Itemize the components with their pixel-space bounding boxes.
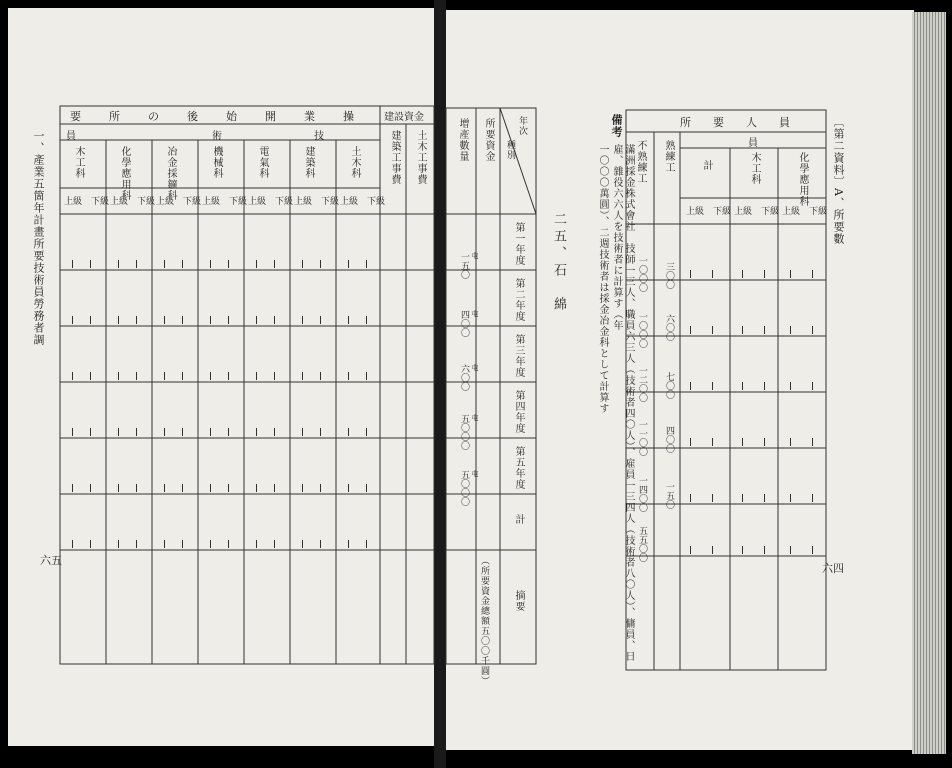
notes-label: 備考 — [610, 114, 623, 138]
civil-works-label: 土木工事費 — [415, 130, 426, 185]
notes-line-2: 一〇〇〇萬圓）、二週技術者は採金冶金科として計算す — [597, 144, 608, 414]
empty-cell-mark — [742, 546, 743, 554]
empty-cell-mark — [742, 382, 743, 390]
dept-woodwork: 木工科 — [73, 146, 84, 179]
empty-cell-mark — [348, 260, 349, 268]
empty-cell-mark — [320, 260, 321, 268]
empty-cell-mark — [118, 540, 119, 548]
dept-architecture: 建築科 — [303, 146, 314, 179]
amount-5: 五〇〇〇 — [459, 470, 469, 506]
unit-2: 屯 — [471, 310, 479, 317]
unit-4: 屯 — [471, 414, 479, 421]
empty-cell-mark — [690, 270, 691, 278]
empty-cell-mark — [712, 270, 713, 278]
empty-cell-mark — [118, 428, 119, 436]
col-woodwork: 木工科 — [749, 152, 760, 185]
empty-cell-mark — [764, 326, 765, 334]
top-band-label: 要 所 の 後 始 開 業 操 — [70, 110, 356, 123]
empty-cell-mark — [90, 540, 91, 548]
left-page-number: 六五 — [40, 554, 62, 567]
unskilled-3: 一二〇〇 — [637, 366, 647, 402]
unit-5: 屯 — [471, 470, 479, 477]
empty-cell-mark — [136, 484, 137, 492]
empty-cell-mark — [812, 438, 813, 446]
right-sub-band: 員 — [748, 138, 758, 149]
right-page-number: 六四 — [822, 562, 844, 575]
empty-cell-mark — [790, 494, 791, 502]
construction-header: 建設資金 — [384, 112, 424, 123]
empty-cell-mark — [228, 428, 229, 436]
corner-bottom: 種別 — [505, 140, 515, 160]
empty-cell-mark — [182, 316, 183, 324]
empty-cell-mark — [712, 494, 713, 502]
empty-cell-mark — [90, 428, 91, 436]
empty-cell-mark — [228, 316, 229, 324]
empty-cell-mark — [812, 546, 813, 554]
remarks-text: （所要資金總額五〇〇千圓） — [479, 556, 489, 686]
unskilled-total: 五五〇〇 — [637, 526, 647, 562]
empty-cell-mark — [256, 316, 257, 324]
empty-cell-mark — [812, 494, 813, 502]
empty-cell-mark — [228, 484, 229, 492]
notes-line-1: 滿洲採金株式會社 技師一三人、職員六三人（技術者四〇人）、雇員一三四人（技術者八〇人）、傭員、日雇、雜役六六人を技術者に計算す（年 — [611, 144, 634, 662]
empty-cell-mark — [302, 540, 303, 548]
empty-cell-mark — [712, 326, 713, 334]
empty-cell-mark — [210, 484, 211, 492]
col-unskilled: 不熟練工 — [635, 140, 646, 184]
empty-cell-mark — [690, 438, 691, 446]
empty-cell-mark — [210, 260, 211, 268]
empty-cell-mark — [366, 428, 367, 436]
empty-cell-mark — [348, 428, 349, 436]
empty-cell-mark — [366, 484, 367, 492]
empty-cell-mark — [256, 372, 257, 380]
empty-cell-mark — [164, 540, 165, 548]
empty-cell-mark — [136, 540, 137, 548]
empty-cell-mark — [72, 316, 73, 324]
col-skilled: 熟練工 — [663, 140, 674, 173]
empty-cell-mark — [118, 372, 119, 380]
empty-cell-mark — [210, 372, 211, 380]
empty-cell-mark — [118, 316, 119, 324]
empty-cell-mark — [764, 494, 765, 502]
empty-cell-mark — [90, 260, 91, 268]
col-chemistry: 化學應用科 — [797, 152, 808, 207]
empty-cell-mark — [72, 484, 73, 492]
empty-cell-mark — [274, 372, 275, 380]
skilled-1: 三〇〇 — [664, 262, 674, 289]
skilled-5: 一五〇 — [664, 482, 674, 509]
empty-cell-mark — [712, 546, 713, 554]
empty-cell-mark — [72, 540, 73, 548]
empty-cell-mark — [90, 484, 91, 492]
empty-cell-mark — [348, 540, 349, 548]
empty-cell-mark — [764, 382, 765, 390]
unskilled-1: 一〇〇〇 — [637, 256, 647, 292]
empty-cell-mark — [164, 316, 165, 324]
empty-cell-mark — [302, 484, 303, 492]
dept-mining: 冶金採鑛科 — [165, 146, 176, 201]
dept-civil: 土木科 — [349, 146, 360, 179]
empty-cell-mark — [348, 372, 349, 380]
empty-cell-mark — [164, 372, 165, 380]
empty-cell-mark — [256, 428, 257, 436]
grade-label: 上級 下級 — [734, 207, 780, 217]
empty-cell-mark — [302, 260, 303, 268]
grade-label: 上級 下級 — [340, 197, 386, 207]
empty-cell-mark — [366, 540, 367, 548]
year-5: 第五年度 — [513, 446, 524, 490]
right-top-band: 所 要 人 員 — [680, 116, 790, 129]
section-title: 二五、石 綿 — [551, 212, 566, 314]
empty-cell-mark — [764, 270, 765, 278]
empty-cell-mark — [812, 382, 813, 390]
dept-mechanical: 機械科 — [211, 146, 222, 179]
empty-cell-mark — [182, 428, 183, 436]
empty-cell-mark — [182, 372, 183, 380]
empty-cell-mark — [812, 270, 813, 278]
empty-cell-mark — [72, 428, 73, 436]
grade-label: 上級 下級 — [64, 197, 110, 207]
sub-band-right: 技 — [314, 131, 324, 142]
empty-cell-mark — [742, 438, 743, 446]
empty-cell-mark — [274, 260, 275, 268]
empty-cell-mark — [712, 438, 713, 446]
required-funds-label: 所要資金 — [483, 118, 494, 162]
skilled-2: 六〇〇 — [664, 314, 674, 341]
amount-3: 六〇〇 — [459, 364, 469, 391]
empty-cell-mark — [690, 326, 691, 334]
grade-label: 上級 下級 — [202, 197, 248, 207]
empty-cell-mark — [690, 382, 691, 390]
grade-label: 上級 下級 — [248, 197, 294, 207]
building-works-label: 建築工事費 — [389, 130, 400, 185]
empty-cell-mark — [302, 372, 303, 380]
unskilled-2: 一〇〇〇 — [637, 312, 647, 348]
empty-cell-mark — [302, 316, 303, 324]
skilled-3: 七〇〇 — [664, 372, 674, 399]
empty-cell-mark — [256, 540, 257, 548]
empty-cell-mark — [90, 316, 91, 324]
empty-cell-mark — [228, 372, 229, 380]
empty-cell-mark — [320, 484, 321, 492]
empty-cell-mark — [690, 494, 691, 502]
empty-cell-mark — [812, 326, 813, 334]
empty-cell-mark — [228, 260, 229, 268]
unskilled-4: 一一〇〇 — [637, 420, 647, 456]
empty-cell-mark — [164, 428, 165, 436]
empty-cell-mark — [302, 428, 303, 436]
empty-cell-mark — [742, 494, 743, 502]
empty-cell-mark — [320, 372, 321, 380]
year-3: 第三年度 — [513, 334, 524, 378]
empty-cell-mark — [164, 260, 165, 268]
skilled-4: 四〇〇 — [664, 426, 674, 453]
empty-cell-mark — [790, 546, 791, 554]
sub-band-mid: 術 — [212, 131, 222, 142]
empty-cell-mark — [210, 316, 211, 324]
empty-cell-mark — [366, 316, 367, 324]
empty-cell-mark — [742, 326, 743, 334]
empty-cell-mark — [256, 484, 257, 492]
left-side-caption: 一、產業五箇年計畫所要技術員勞務者調 — [32, 130, 45, 346]
empty-cell-mark — [210, 428, 211, 436]
empty-cell-mark — [712, 382, 713, 390]
production-increase-label: 增產數量 — [457, 118, 468, 162]
amount-4: 五〇〇〇 — [459, 414, 469, 450]
empty-cell-mark — [118, 484, 119, 492]
amount-2: 四〇〇 — [459, 310, 469, 337]
unit-3: 屯 — [471, 364, 479, 371]
remarks-label: 摘要 — [513, 590, 524, 612]
unit-1: 屯 — [471, 252, 479, 259]
corner-top: 年次 — [517, 116, 527, 136]
grade-label: 上級 下級 — [782, 207, 828, 217]
empty-cell-mark — [366, 260, 367, 268]
empty-cell-mark — [348, 316, 349, 324]
empty-cell-mark — [136, 372, 137, 380]
grade-label: 上級 下級 — [156, 197, 202, 207]
col-total: 計 — [701, 160, 712, 171]
empty-cell-mark — [164, 484, 165, 492]
right-header: 〔第二資料〕A、所要數 — [832, 116, 845, 245]
grade-label: 上級 下級 — [686, 207, 732, 217]
empty-cell-mark — [136, 260, 137, 268]
empty-cell-mark — [136, 428, 137, 436]
empty-cell-mark — [210, 540, 211, 548]
empty-cell-mark — [274, 428, 275, 436]
year-total: 計 — [513, 514, 524, 525]
empty-cell-mark — [72, 260, 73, 268]
year-1: 第一年度 — [513, 222, 524, 266]
dept-electrical: 電氣科 — [257, 146, 268, 179]
empty-cell-mark — [790, 326, 791, 334]
sub-band-left: 員 — [66, 131, 76, 142]
empty-cell-mark — [764, 546, 765, 554]
empty-cell-mark — [182, 540, 183, 548]
empty-cell-mark — [228, 540, 229, 548]
empty-cell-mark — [366, 372, 367, 380]
empty-cell-mark — [118, 260, 119, 268]
empty-cell-mark — [320, 316, 321, 324]
empty-cell-mark — [274, 540, 275, 548]
empty-cell-mark — [790, 382, 791, 390]
empty-cell-mark — [274, 316, 275, 324]
grade-label: 上級 下級 — [294, 197, 340, 207]
empty-cell-mark — [742, 270, 743, 278]
empty-cell-mark — [182, 260, 183, 268]
unskilled-5: 一四〇〇 — [637, 476, 647, 512]
empty-cell-mark — [348, 484, 349, 492]
empty-cell-mark — [790, 438, 791, 446]
dept-chemistry: 化學應用科 — [119, 146, 130, 201]
empty-cell-mark — [320, 428, 321, 436]
empty-cell-mark — [182, 484, 183, 492]
empty-cell-mark — [256, 260, 257, 268]
empty-cell-mark — [274, 484, 275, 492]
empty-cell-mark — [764, 438, 765, 446]
empty-cell-mark — [790, 270, 791, 278]
grade-label: 上級 下級 — [110, 197, 156, 207]
amount-1: 一五〇 — [459, 252, 469, 279]
empty-cell-mark — [72, 372, 73, 380]
empty-cell-mark — [690, 546, 691, 554]
year-4: 第四年度 — [513, 390, 524, 434]
empty-cell-mark — [90, 372, 91, 380]
empty-cell-mark — [136, 316, 137, 324]
empty-cell-mark — [320, 540, 321, 548]
year-2: 第二年度 — [513, 278, 524, 322]
